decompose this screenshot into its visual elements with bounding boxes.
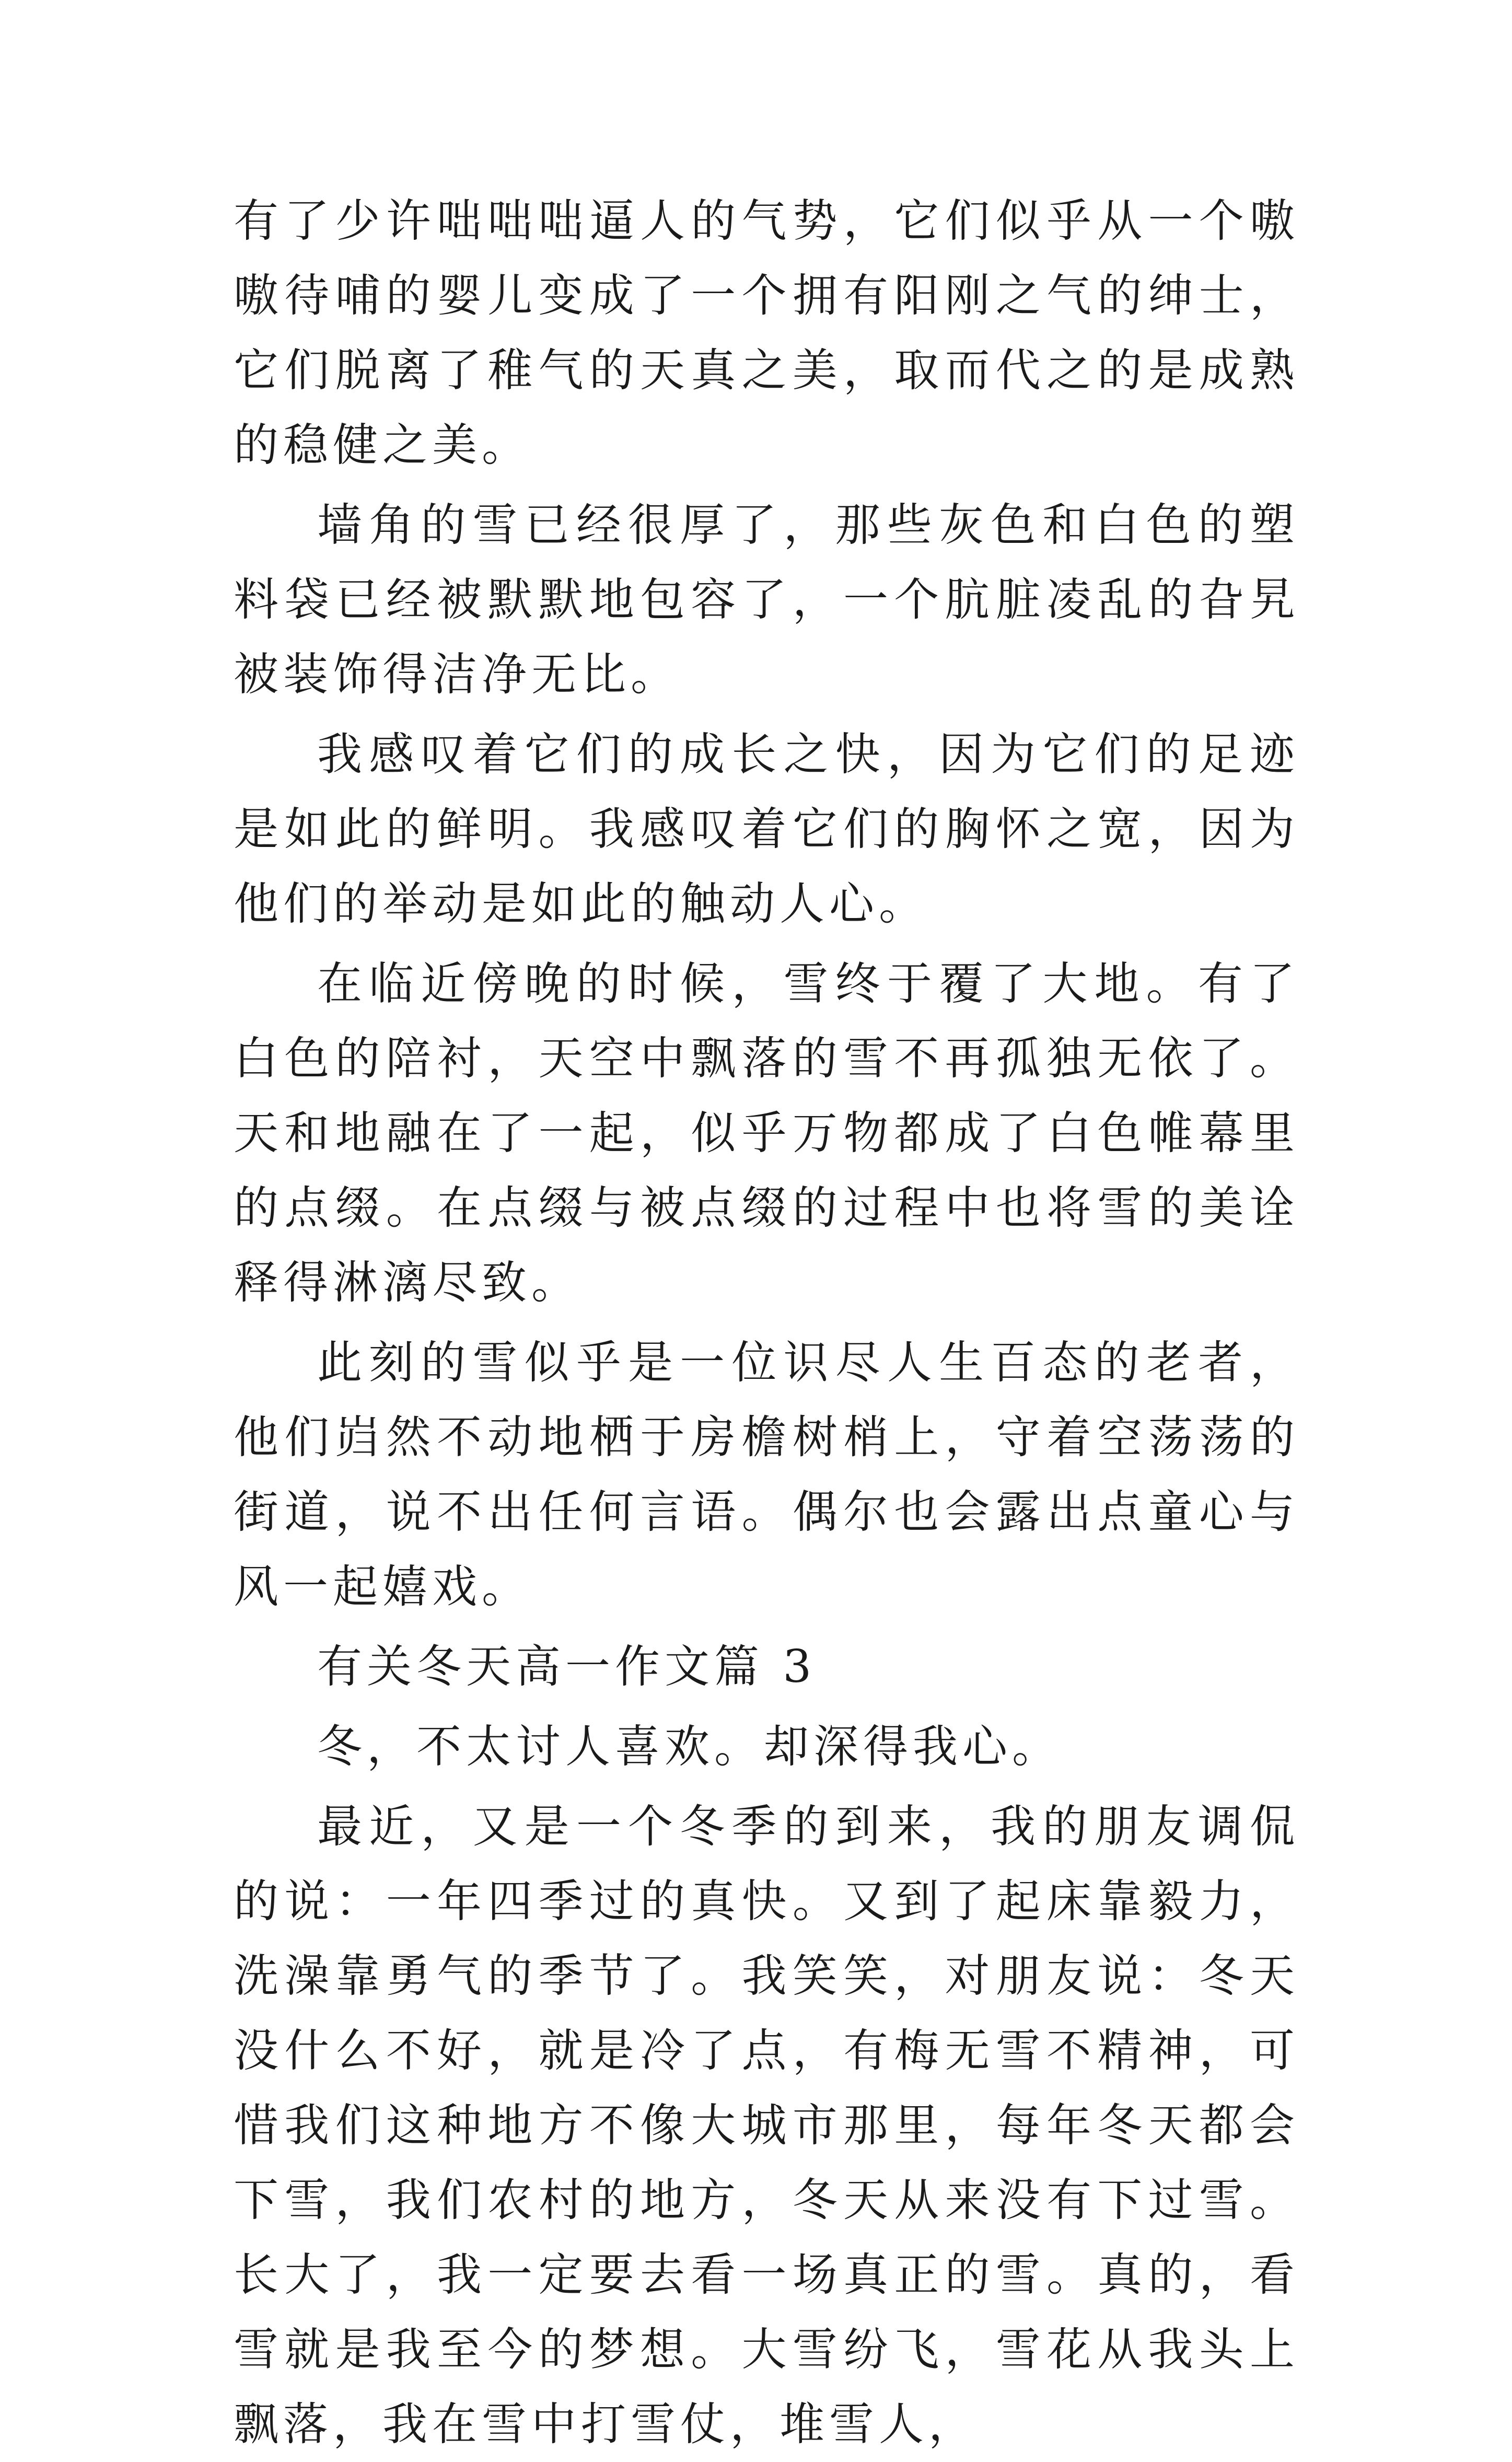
paragraph-7: 最近，又是一个冬季的到来，我的朋友调侃的说：一年四季过的真快。又到了起床靠毅力，洗澡靠勇气的季节了。我笑笑，对朋友说：冬天没什么不好，就是冷了点，有梅无雪不精神，可惜我们这种地方不像大城市那里，每年冬天都会下雪，我们农村的地方，冬天从来没有下过雪。长大了，我一定要去看一场真正的雪。真的，看雪就是我至今的梦想。大雪纷飞，雪花从我头上飘落，我在雪中打雪仗，堆雪人，	[234, 1801, 1299, 2451]
paragraph-3: 我感叹着它们的成长之快，因为它们的足迹是如此的鲜明。我感叹着它们的胸怀之宽，因为他们的举动是如此的触动人心。	[234, 728, 1299, 930]
section-heading: 有关冬天高一作文篇 3	[317, 1641, 817, 1693]
paragraph-1: 有了少许咄咄咄逼人的气势，它们似乎从一个嗷嗷待哺的婴儿变成了一个拥有阳刚之气的绅士，它们脱离了稚气的天真之美，取而代之的是成熟的稳健之美。	[234, 195, 1299, 471]
paragraph-2: 墙角的雪已经很厚了，那些灰色和白色的塑料袋已经被默默地包容了，一个肮脏凌乱的旮旯被装饰得洁净无比。	[234, 499, 1299, 701]
paragraph-6: 冬，不太讨人喜欢。却深得我心。	[317, 1721, 1062, 1773]
paragraph-5: 此刻的雪似乎是一位识尽人生百态的老者，他们岿然不动地栖于房檐树梢上，守着空荡荡的街道，说不出任何言语。偶尔也会露出点童心与风一起嬉戏。	[234, 1337, 1299, 1613]
paragraph-4: 在临近傍晚的时候，雪终于覆了大地。有了白色的陪衬，天空中飘落的雪不再孤独无依了。天和地融在了一起，似乎万物都成了白色帷幕里的点缀。在点缀与被点缀的过程中也将雪的美诠释得淋漓尽致。	[234, 958, 1299, 1309]
document-body	[234, 184, 1299, 2462]
